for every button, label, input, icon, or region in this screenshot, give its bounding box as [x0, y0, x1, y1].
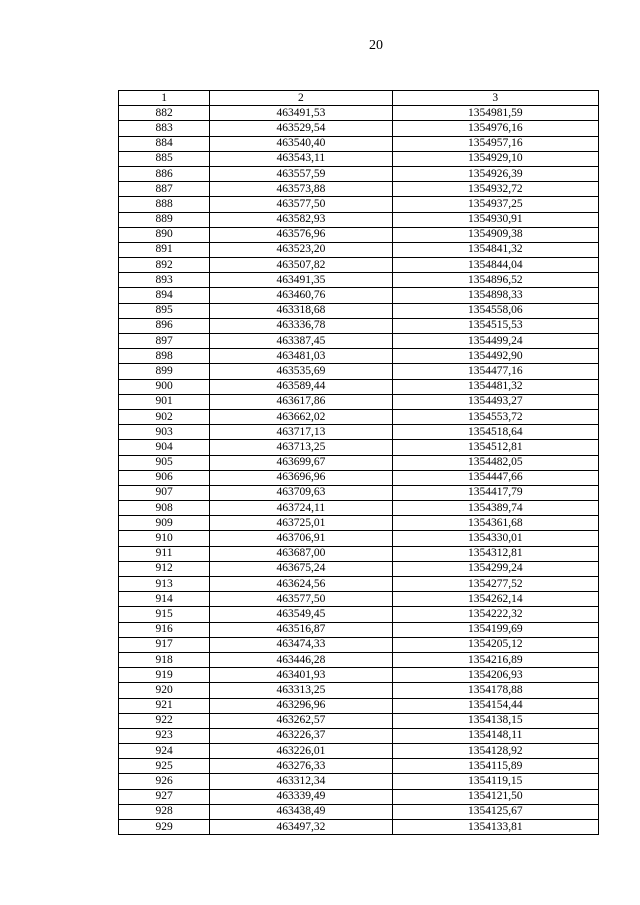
- table-row: [119, 561, 599, 576]
- y-coordinate-cell: 1354482,05: [392, 455, 598, 470]
- x-coordinate-cell: 463706,91: [210, 531, 392, 546]
- table-row: [119, 592, 599, 607]
- point-number-cell: 917: [119, 637, 210, 652]
- x-coordinate-cell: 463724,11: [210, 501, 392, 516]
- table-row: [119, 698, 599, 713]
- table-row: [119, 759, 599, 774]
- y-coordinate-cell: 1354216,89: [392, 652, 598, 667]
- y-coordinate-cell: 1354553,72: [392, 409, 598, 424]
- x-coordinate-cell: 463687,00: [210, 546, 392, 561]
- x-coordinate-cell: 463713,25: [210, 440, 392, 455]
- y-coordinate-cell: 1354512,81: [392, 440, 598, 455]
- table-row: [119, 182, 599, 197]
- y-coordinate-cell: 1354154,44: [392, 698, 598, 713]
- table-row: [119, 212, 599, 227]
- y-coordinate-cell: 1354499,24: [392, 334, 598, 349]
- x-coordinate-cell: 463582,93: [210, 212, 392, 227]
- x-coordinate-cell: 463474,33: [210, 637, 392, 652]
- table-row: [119, 334, 599, 349]
- y-coordinate-cell: 1354896,52: [392, 273, 598, 288]
- y-coordinate-cell: 1354981,59: [392, 106, 598, 121]
- y-coordinate-cell: 1354115,89: [392, 759, 598, 774]
- point-number-cell: 905: [119, 455, 210, 470]
- y-coordinate-cell: 1354121,50: [392, 789, 598, 804]
- x-coordinate-cell: 463543,11: [210, 151, 392, 166]
- point-number-cell: 921: [119, 698, 210, 713]
- x-coordinate-cell: 463318,68: [210, 303, 392, 318]
- y-coordinate-cell: 1354222,32: [392, 607, 598, 622]
- y-coordinate-cell: 1354898,33: [392, 288, 598, 303]
- table-row: [119, 121, 599, 136]
- point-number-cell: 914: [119, 592, 210, 607]
- column-header-3: 3: [392, 91, 598, 106]
- table-row: [119, 485, 599, 500]
- y-coordinate-cell: 1354957,16: [392, 136, 598, 151]
- point-number-cell: 882: [119, 106, 210, 121]
- point-number-cell: 910: [119, 531, 210, 546]
- y-coordinate-cell: 1354128,92: [392, 744, 598, 759]
- y-coordinate-cell: 1354361,68: [392, 516, 598, 531]
- x-coordinate-cell: 463573,88: [210, 182, 392, 197]
- x-coordinate-cell: 463576,96: [210, 227, 392, 242]
- y-coordinate-cell: 1354119,15: [392, 774, 598, 789]
- x-coordinate-cell: 463296,96: [210, 698, 392, 713]
- y-coordinate-cell: 1354976,16: [392, 121, 598, 136]
- table-row: [119, 364, 599, 379]
- point-number-cell: 908: [119, 501, 210, 516]
- point-number-cell: 928: [119, 804, 210, 819]
- point-number-cell: 922: [119, 713, 210, 728]
- y-coordinate-cell: 1354909,38: [392, 227, 598, 242]
- point-number-cell: 923: [119, 728, 210, 743]
- table-header-row: [119, 91, 599, 106]
- point-number-cell: 898: [119, 349, 210, 364]
- x-coordinate-cell: 463577,50: [210, 197, 392, 212]
- table-row: [119, 637, 599, 652]
- x-coordinate-cell: 463438,49: [210, 804, 392, 819]
- table-row: [119, 728, 599, 743]
- y-coordinate-cell: 1354929,10: [392, 151, 598, 166]
- table-row: [119, 242, 599, 257]
- point-number-cell: 893: [119, 273, 210, 288]
- point-number-cell: 926: [119, 774, 210, 789]
- point-number-cell: 892: [119, 258, 210, 273]
- table-row: [119, 789, 599, 804]
- x-coordinate-cell: 463226,37: [210, 728, 392, 743]
- table-row: [119, 820, 599, 835]
- point-number-cell: 902: [119, 409, 210, 424]
- table-row: [119, 652, 599, 667]
- table-row: [119, 166, 599, 181]
- x-coordinate-cell: 463507,82: [210, 258, 392, 273]
- point-number-cell: 904: [119, 440, 210, 455]
- y-coordinate-cell: 1354262,14: [392, 592, 598, 607]
- y-coordinate-cell: 1354447,66: [392, 470, 598, 485]
- x-coordinate-cell: 463589,44: [210, 379, 392, 394]
- y-coordinate-cell: 1354133,81: [392, 820, 598, 835]
- table-row: [119, 744, 599, 759]
- point-number-cell: 927: [119, 789, 210, 804]
- x-coordinate-cell: 463529,54: [210, 121, 392, 136]
- table-row: [119, 713, 599, 728]
- table-row: [119, 531, 599, 546]
- point-number-cell: 903: [119, 425, 210, 440]
- x-coordinate-cell: 463262,57: [210, 713, 392, 728]
- y-coordinate-cell: 1354178,88: [392, 683, 598, 698]
- point-number-cell: 883: [119, 121, 210, 136]
- x-coordinate-cell: 463491,53: [210, 106, 392, 121]
- table-row: [119, 136, 599, 151]
- point-number-cell: 897: [119, 334, 210, 349]
- point-number-cell: 901: [119, 394, 210, 409]
- y-coordinate-cell: 1354515,53: [392, 318, 598, 333]
- x-coordinate-cell: 463540,40: [210, 136, 392, 151]
- x-coordinate-cell: 463577,50: [210, 592, 392, 607]
- table-body: [119, 106, 599, 835]
- point-number-cell: 899: [119, 364, 210, 379]
- point-number-cell: 920: [119, 683, 210, 698]
- y-coordinate-cell: 1354926,39: [392, 166, 598, 181]
- point-number-cell: 896: [119, 318, 210, 333]
- y-coordinate-cell: 1354277,52: [392, 577, 598, 592]
- table-row: [119, 622, 599, 637]
- x-coordinate-cell: 463617,86: [210, 394, 392, 409]
- point-number-cell: 890: [119, 227, 210, 242]
- x-coordinate-cell: 463725,01: [210, 516, 392, 531]
- point-number-cell: 913: [119, 577, 210, 592]
- x-coordinate-cell: 463387,45: [210, 334, 392, 349]
- point-number-cell: 885: [119, 151, 210, 166]
- point-number-cell: 919: [119, 668, 210, 683]
- table-row: [119, 106, 599, 121]
- x-coordinate-cell: 463339,49: [210, 789, 392, 804]
- table-row: [119, 227, 599, 242]
- table-row: [119, 394, 599, 409]
- point-number-cell: 900: [119, 379, 210, 394]
- x-coordinate-cell: 463696,96: [210, 470, 392, 485]
- table-row: [119, 303, 599, 318]
- x-coordinate-cell: 463491,35: [210, 273, 392, 288]
- table-row: [119, 577, 599, 592]
- x-coordinate-cell: 463312,34: [210, 774, 392, 789]
- point-number-cell: 907: [119, 485, 210, 500]
- x-coordinate-cell: 463557,59: [210, 166, 392, 181]
- x-coordinate-cell: 463313,25: [210, 683, 392, 698]
- point-number-cell: 888: [119, 197, 210, 212]
- y-coordinate-cell: 1354481,32: [392, 379, 598, 394]
- table-row: [119, 197, 599, 212]
- y-coordinate-cell: 1354477,16: [392, 364, 598, 379]
- table-row: [119, 516, 599, 531]
- y-coordinate-cell: 1354558,06: [392, 303, 598, 318]
- point-number-cell: 894: [119, 288, 210, 303]
- table-row: [119, 258, 599, 273]
- x-coordinate-cell: 463460,76: [210, 288, 392, 303]
- table-row: [119, 607, 599, 622]
- x-coordinate-cell: 463523,20: [210, 242, 392, 257]
- y-coordinate-cell: 1354148,11: [392, 728, 598, 743]
- x-coordinate-cell: 463336,78: [210, 318, 392, 333]
- x-coordinate-cell: 463675,24: [210, 561, 392, 576]
- table-row: [119, 425, 599, 440]
- x-coordinate-cell: 463401,93: [210, 668, 392, 683]
- x-coordinate-cell: 463276,33: [210, 759, 392, 774]
- table-row: [119, 804, 599, 819]
- point-number-cell: 889: [119, 212, 210, 227]
- point-number-cell: 895: [119, 303, 210, 318]
- table-row: [119, 455, 599, 470]
- table-row: [119, 546, 599, 561]
- table-row: [119, 774, 599, 789]
- x-coordinate-cell: 463516,87: [210, 622, 392, 637]
- table-row: [119, 379, 599, 394]
- page-number: 20: [369, 38, 383, 53]
- x-coordinate-cell: 463624,56: [210, 577, 392, 592]
- y-coordinate-cell: 1354932,72: [392, 182, 598, 197]
- y-coordinate-cell: 1354841,32: [392, 242, 598, 257]
- y-coordinate-cell: 1354937,25: [392, 197, 598, 212]
- table-row: [119, 318, 599, 333]
- y-coordinate-cell: 1354389,74: [392, 501, 598, 516]
- table-row: [119, 501, 599, 516]
- x-coordinate-cell: 463549,45: [210, 607, 392, 622]
- y-coordinate-cell: 1354493,27: [392, 394, 598, 409]
- table-row: [119, 273, 599, 288]
- table-row: [119, 470, 599, 485]
- point-number-cell: 916: [119, 622, 210, 637]
- x-coordinate-cell: 463662,02: [210, 409, 392, 424]
- y-coordinate-cell: 1354330,01: [392, 531, 598, 546]
- y-coordinate-cell: 1354206,93: [392, 668, 598, 683]
- y-coordinate-cell: 1354518,64: [392, 425, 598, 440]
- table-row: [119, 349, 599, 364]
- point-number-cell: 918: [119, 652, 210, 667]
- point-number-cell: 912: [119, 561, 210, 576]
- y-coordinate-cell: 1354199,69: [392, 622, 598, 637]
- x-coordinate-cell: 463481,03: [210, 349, 392, 364]
- point-number-cell: 887: [119, 182, 210, 197]
- y-coordinate-cell: 1354492,90: [392, 349, 598, 364]
- table-row: [119, 683, 599, 698]
- y-coordinate-cell: 1354312,81: [392, 546, 598, 561]
- point-number-cell: 906: [119, 470, 210, 485]
- table-row: [119, 288, 599, 303]
- coordinates-table: [118, 90, 599, 835]
- y-coordinate-cell: 1354205,12: [392, 637, 598, 652]
- x-coordinate-cell: 463535,69: [210, 364, 392, 379]
- y-coordinate-cell: 1354138,15: [392, 713, 598, 728]
- table-row: [119, 151, 599, 166]
- x-coordinate-cell: 463446,28: [210, 652, 392, 667]
- y-coordinate-cell: 1354930,91: [392, 212, 598, 227]
- point-number-cell: 925: [119, 759, 210, 774]
- point-number-cell: 924: [119, 744, 210, 759]
- point-number-cell: 911: [119, 546, 210, 561]
- column-header-2: 2: [210, 91, 392, 106]
- table-row: [119, 409, 599, 424]
- column-header-1: 1: [119, 91, 210, 106]
- point-number-cell: 915: [119, 607, 210, 622]
- point-number-cell: 909: [119, 516, 210, 531]
- x-coordinate-cell: 463709,63: [210, 485, 392, 500]
- y-coordinate-cell: 1354844,04: [392, 258, 598, 273]
- y-coordinate-cell: 1354417,79: [392, 485, 598, 500]
- point-number-cell: 891: [119, 242, 210, 257]
- x-coordinate-cell: 463699,67: [210, 455, 392, 470]
- point-number-cell: 884: [119, 136, 210, 151]
- table-row: [119, 440, 599, 455]
- y-coordinate-cell: 1354125,67: [392, 804, 598, 819]
- point-number-cell: 886: [119, 166, 210, 181]
- y-coordinate-cell: 1354299,24: [392, 561, 598, 576]
- x-coordinate-cell: 463226,01: [210, 744, 392, 759]
- x-coordinate-cell: 463717,13: [210, 425, 392, 440]
- x-coordinate-cell: 463497,32: [210, 820, 392, 835]
- point-number-cell: 929: [119, 820, 210, 835]
- table-row: [119, 668, 599, 683]
